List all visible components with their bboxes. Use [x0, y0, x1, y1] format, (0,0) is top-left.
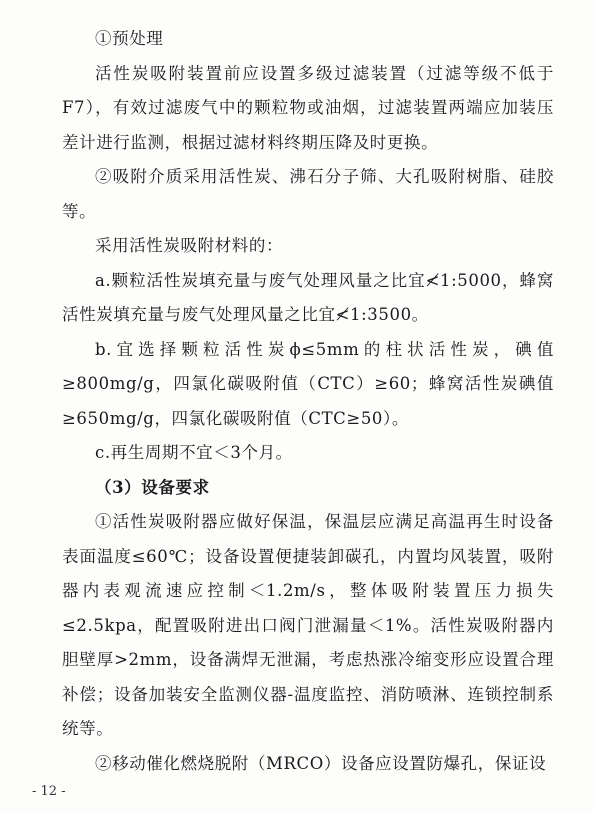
paragraph-item-c: c.再生周期不宜＜3个月。 [95, 443, 293, 462]
page-number: - 12 - [32, 784, 66, 799]
paragraph-activated-carbon-intro: 采用活性炭吸附材料的： [95, 236, 284, 255]
section-heading-equipment-requirements: （3）设备要求 [95, 477, 210, 497]
paragraph-mrco-requirements: ②移动催化燃烧脱附（MRCO）设备应设置防爆孔，保证设 [95, 753, 547, 773]
paragraph-filter-device: 活性炭吸附装置前应设置多级过滤装置（过滤等级不低于F7），有效过滤废气中的颗粒物或油烟，过滤装置两端应加装压差计进行监测，根据过滤材料终期压降及时更换。 [62, 63, 554, 152]
paragraph-item-a: a.颗粒活性炭填充量与废气处理风量之比宜≮1:5000，蜂窝活性炭填充量与废气处理风量之比宜≮1:3500。 [62, 270, 554, 324]
paragraph-item-b: b.宜选择颗粒活性炭ϕ≤5mm的柱状活性炭，碘值≥800mg/g，四氯化碳吸附值（CTC）≥60；蜂窝活性炭碘值≥650mg/g，四氯化碳吸附值（CTC≥50）。 [62, 339, 554, 428]
document-body [62, 22, 554, 781]
paragraph-pretreatment-title: ①预处理 [95, 29, 164, 48]
paragraph-adsorption-media: ②吸附介质采用活性炭、沸石分子筛、大孔吸附树脂、硅胶等。 [62, 167, 554, 221]
paragraph-adsorber-requirements: ①活性炭吸附器应做好保温，保温层应满足高温再生时设备表面温度≤60℃；设备设置便捷装卸碳孔，内置均风装置，吸附器内表观流速应控制＜1.2m/s，整体吸附装置压力损失≤2.5kpa，配置吸附进出口阀门泄漏量＜1%。活性炭吸附器内胆壁厚>2mm，设备满焊无泄漏，考虑热涨冷缩变形应设置合理补偿；设备加装安全监测仪器-温度监控、消防喷淋、连锁控制系统等。 [62, 512, 554, 738]
